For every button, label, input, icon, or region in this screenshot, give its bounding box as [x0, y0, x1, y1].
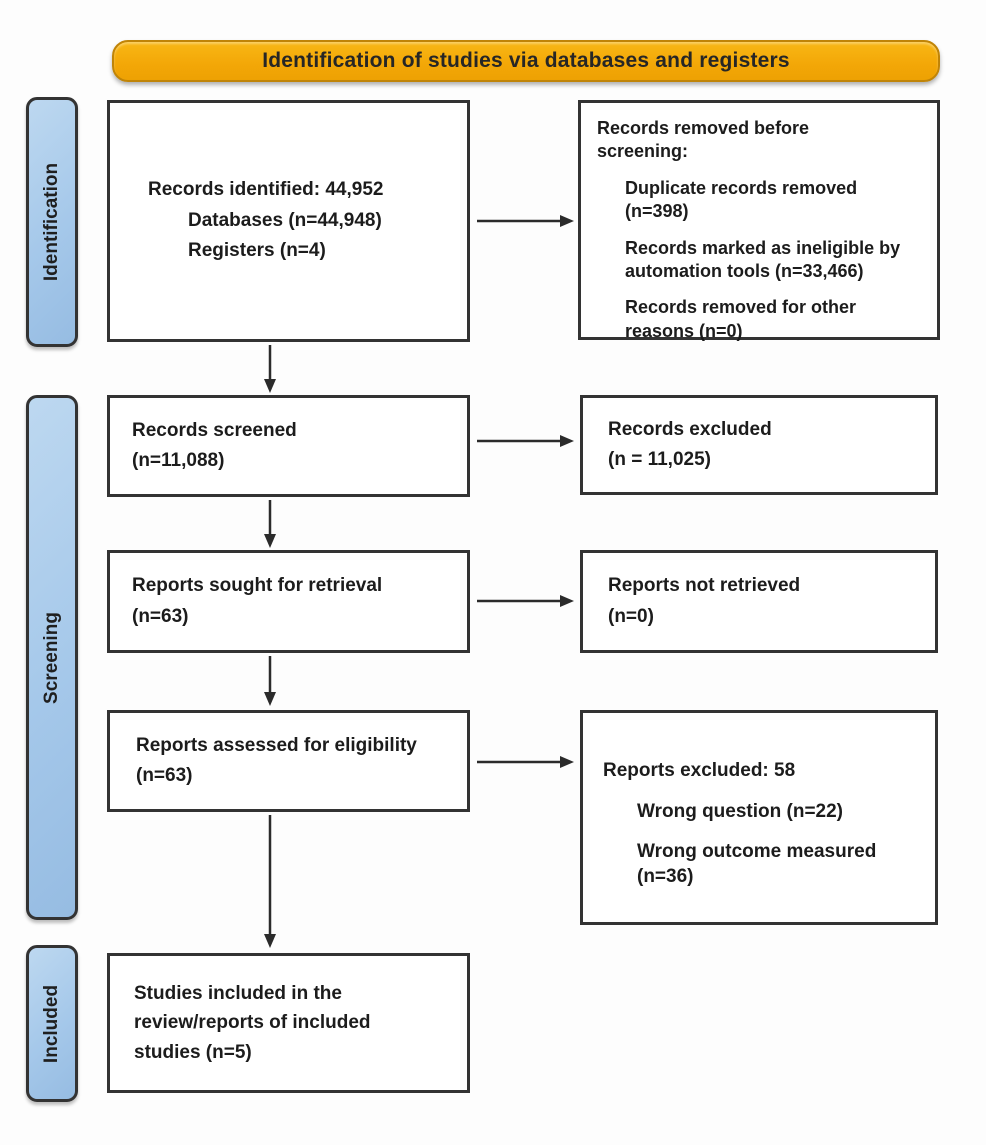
- records-excluded-count: (n = 11,025): [608, 449, 711, 470]
- reports-not-retrieved-count: (n=0): [608, 605, 654, 627]
- stage-label-included: Included: [41, 984, 62, 1063]
- reports-sought-label: Reports sought for retrieval: [132, 575, 383, 597]
- records-screened-label: Records screened: [132, 419, 297, 441]
- stage-bar-identification: [26, 97, 78, 347]
- reports-excluded-wrong-outcome: Wrong outcome measured (n=36): [637, 841, 877, 888]
- stage-label-identification: Identification: [41, 162, 63, 282]
- box-reports-sought: [107, 550, 470, 653]
- stage-bar-included: [26, 945, 78, 1102]
- records-removed-other: Records removed for other reasons (n=0): [625, 297, 857, 341]
- reports-assessed-label: Reports assessed for eligibility: [136, 734, 417, 756]
- records-removed-duplicates: Duplicate records removed (n=398): [625, 177, 858, 222]
- box-studies-included: [107, 953, 470, 1093]
- title-banner: [112, 40, 940, 82]
- box-reports-not-retrieved: [580, 550, 938, 653]
- reports-excluded-wrong-question: Wrong question (n=22): [637, 800, 844, 822]
- reports-sought-count: (n=63): [132, 605, 189, 627]
- records-excluded-label: Records excluded: [608, 418, 772, 440]
- reports-not-retrieved-label: Reports not retrieved: [608, 575, 801, 597]
- reports-assessed-count: (n=63): [136, 765, 193, 786]
- reports-excluded-title: Reports excluded: 58: [603, 760, 796, 781]
- stage-bar-screening: [26, 395, 78, 920]
- studies-included-text: Studies included in the review/reports of included studies (n=5): [134, 982, 371, 1063]
- banner-label: Identification of studies via databases and registers: [262, 49, 790, 72]
- records-identified-registers: Registers (n=4): [188, 240, 326, 262]
- records-screened-count: (n=11,088): [132, 450, 225, 471]
- records-identified-title: Records identified: 44,952: [148, 179, 384, 201]
- records-identified-databases: Databases (n=44,948): [188, 209, 382, 231]
- box-reports-assessed: [107, 710, 470, 812]
- box-records-screened: [107, 395, 470, 497]
- box-records-removed: [578, 100, 940, 340]
- records-removed-automation: Records marked as ineligible by automation tools (n=33,466): [625, 237, 901, 281]
- box-reports-excluded: [580, 710, 938, 925]
- records-removed-title: Records removed before screening:: [597, 118, 810, 162]
- stage-label-screening: Screening: [41, 611, 62, 704]
- box-records-excluded: [580, 395, 938, 495]
- box-records-identified: [107, 100, 470, 342]
